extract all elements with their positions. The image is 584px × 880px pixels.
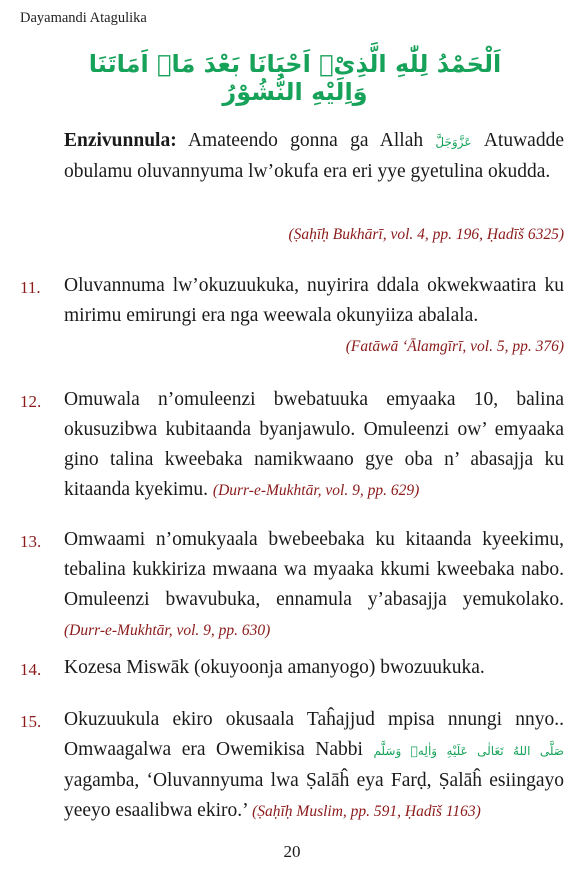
list-item: Kozesa Miswāk (okuyoonja amanyogo) bwozuukuka. — [64, 657, 485, 678]
intro-text-after: Atuwadde obulamu oluvannyuma lw’okufa era eri yye gyetulina okudda. — [64, 130, 564, 182]
item-reference: (Fatāwā ‘Ālamgīrī, vol. 5, pp. 376) — [345, 338, 564, 355]
item-reference: (Ṣaḥīḥ Muslim, pp. 591, Ḥadīš 1163) — [252, 803, 481, 820]
list-item — [64, 705, 564, 827]
item-number: 11. — [20, 278, 41, 297]
running-header: Dayamandi Atagulika — [20, 10, 147, 26]
intro-paragraph — [64, 126, 564, 187]
intro-text-before: Amateendo gonna ga Allah — [176, 130, 436, 151]
item-number: 15. — [20, 712, 42, 731]
intro-label: Enzivunnula: — [64, 130, 177, 151]
intro-reference: (Ṣaḥīḥ Bukhārī, vol. 4, pp. 196, Ḥadīš 6325) — [288, 226, 564, 243]
list-item: Oluvannuma lw’okuzuukuka, nuyirira ddala okwekwaatira ku mirimu emirungi era nga weewala okunyiiza abalala. — [64, 275, 564, 326]
item-arabic-salutation: صَلَّى اللهُ تَعَالٰى عَلَيْهِ وَاٰلِهٖ وَسَلَّم — [373, 744, 564, 758]
item-number: 12. — [20, 392, 42, 411]
item-text: Omuwala n’omuleenzi bwebatuuka emyaaka 10, balina okusuzibwa kubitaanda byanjawulo. Omuleenzi ow’ emyaaka gino talina kweebaka namikwaano gye oba n’ abasajja ku kitaanda kyekimu. — [64, 389, 564, 500]
list-item — [64, 525, 564, 646]
page-number: 20 — [283, 842, 301, 861]
item-text-after: yagamba, ‘Oluvannyuma lwa Ṣalāĥ eya Farḍ, Ṣalāĥ esiingayo yeeyo esaalibwa ekiro.’ — [64, 770, 564, 821]
intro-arabic-honorific: عَزَّوَجَلَّ — [435, 135, 472, 149]
list-item — [64, 385, 564, 506]
item-reference: (Durr-e-Mukhtār, vol. 9, pp. 629) — [212, 482, 420, 499]
item-text: Omwaami n’omukyaala bwebeebaka ku kitaanda kyeekimu, tebalina kukkiriza mwaana wa myaaka kkumi kweebaka nabo. Omuleenzi bwavubuka, ennamula y’abasajja yemukolako. — [64, 529, 564, 610]
arabic-verse: اَلْحَمْدُ لِلّٰهِ الَّذِیْۤ اَحْیَانَا بَعْدَ مَاۤ اَمَاتَنَا وَاِلَیْهِ النُّشُوْرُ — [88, 50, 502, 106]
item-reference: (Durr-e-Mukhtār, vol. 9, pp. 630) — [64, 622, 271, 639]
item-number: 14. — [20, 660, 42, 679]
item-text-before: Okuzuukula ekiro okusaala Taĥajjud mpisa nnungi nnyo.. Omwaagalwa era Owemikisa Nabbi — [64, 709, 564, 760]
item-number: 13. — [20, 532, 42, 551]
